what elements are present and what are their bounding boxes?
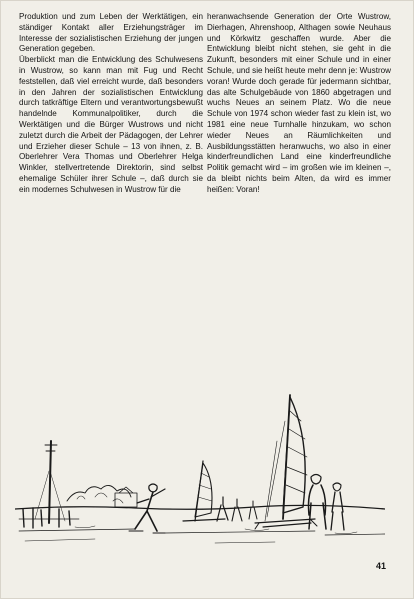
paragraph: Überblickt man die Entwicklung des Schulwesens in Wustrow, so kann man mit Fug und Recht feststellen, daß viel erreicht wurde, daß besonders in den Jahren der sozialistischen Entwicklung durch tatkräftige Eltern und verantwortungsbewußt handelnde Kommunalpolitiker, durch die Werktätigen und die Bürger Wustrows und nicht zuletzt durch die Arbeit der Pädagogen, der Lehrer und Erzieher dieser Schule – 13 von ihnen, z. B. Oberlehrer Vera Thomas und Oberlehrer Helga Winkler, stellvertretende Direktorin, sind selbst ehemalige Schüler ihrer Schule –, daß durch sie ein modernes Schulwesen in Wustrow für die bbox=[19, 55, 203, 194]
paragraph: Produktion und zum Leben der Werktätigen, ein ständiger Kontakt aller Erziehungsträger im Interesse der sozialistischen Erziehung der jungen Generation gegeben. bbox=[19, 12, 203, 54]
page-number: 41 bbox=[376, 561, 387, 571]
ice-sailing-sketch-icon bbox=[15, 381, 385, 551]
paragraph: heranwachsende Generation der Orte Wustrow, Dierhagen, Ahrenshoop, Althagen sowie Neuhaus und Körkwitz geschaffen wurde. Aber die Entwicklung bleibt nicht stehen, sie geht in die Zukunft, besonders mit einer Schule und in einer Schule, und sie heißt heute mehr denn je: Wustrow voran! Wurde doch gerade für jedermann sichtbar, das alte Schulgebäude von 1860 abgetragen und wuchs Neues an seinem Platz. Wo die neue Schule von 1974 schon wieder fast zu klein ist, wo 1981 eine neue Turnhalle hinzukam, wo schon wieder Neues an Räumlichkeiten und Ausbildungsstätten heranwuchs, wo also in einer kinderfreundlichen Land eine kinderfreundliche Politik gemacht wird – im großen wie im kleinen –, da bleibt nichts beim Alten, da wird es immer heißen: Voran! bbox=[207, 12, 391, 194]
text-column-left bbox=[19, 12, 203, 196]
text-column-right bbox=[207, 12, 391, 196]
